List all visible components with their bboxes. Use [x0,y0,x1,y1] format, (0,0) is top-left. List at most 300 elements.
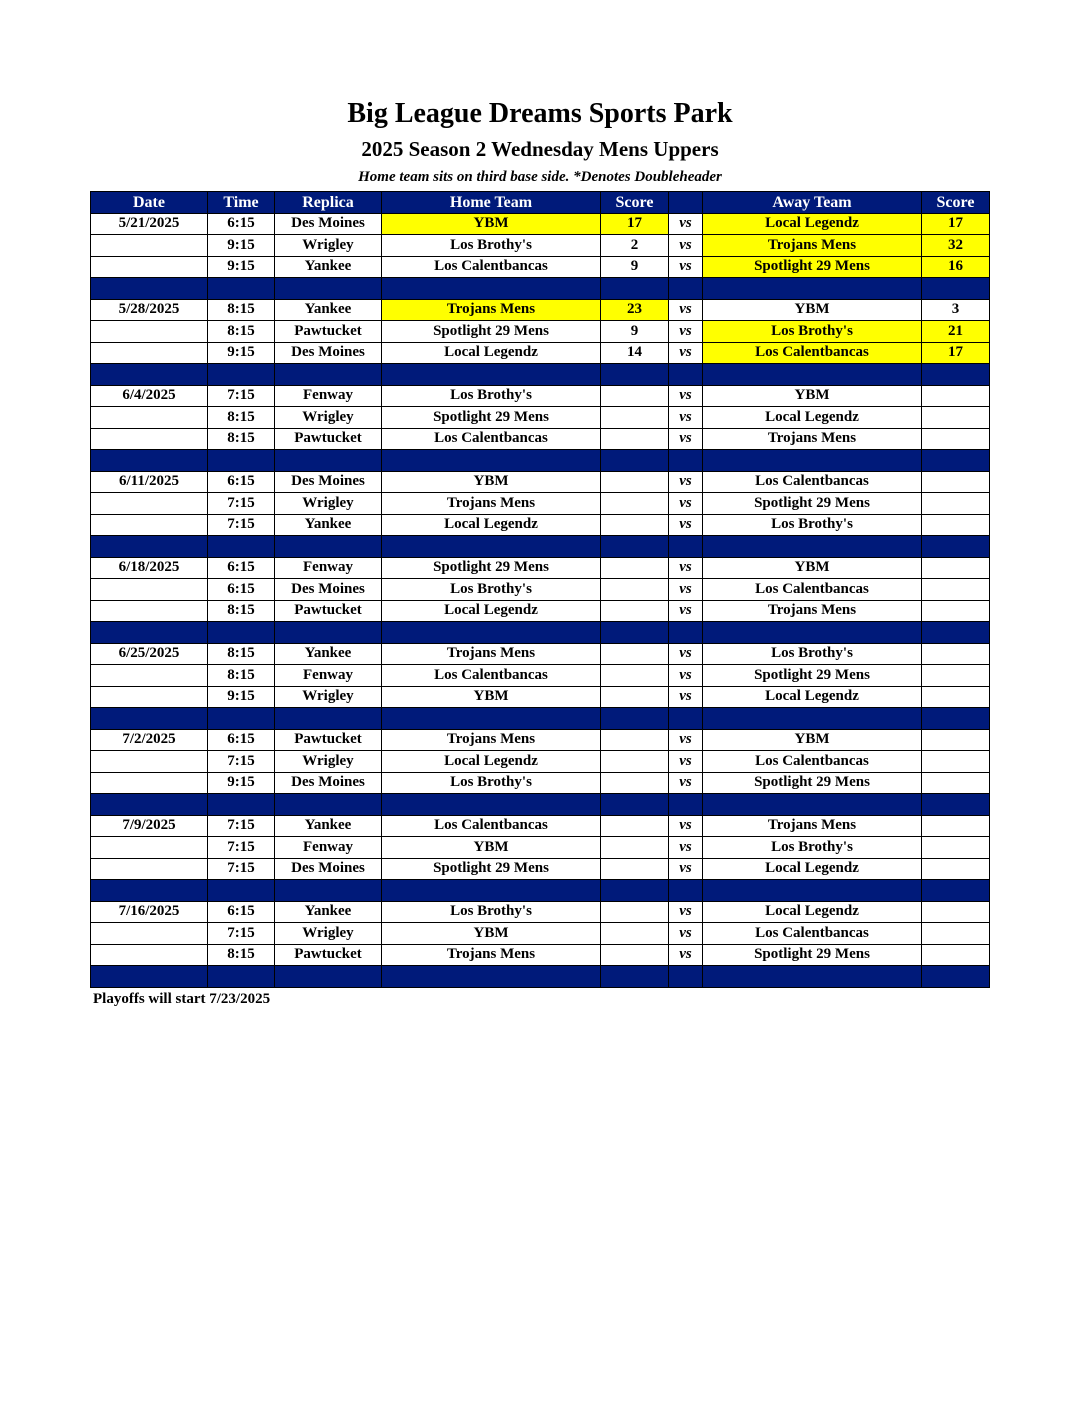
away-score [922,643,990,665]
home-team: Los Calentbancas [382,665,601,687]
away-team: Local Legendz [703,213,922,235]
separator-cell [382,450,601,472]
separator-cell [703,278,922,300]
home-score: 9 [601,256,669,278]
separator-cell [275,708,382,730]
game-time: 6:15 [208,471,275,493]
separator-cell [91,966,208,988]
vs-label: vs [669,213,703,235]
separator-cell [382,966,601,988]
vs-label: vs [669,235,703,257]
separator-cell [703,364,922,386]
vs-label: vs [669,557,703,579]
game-time: 7:15 [208,385,275,407]
home-score [601,385,669,407]
home-score [601,407,669,429]
separator-cell [208,622,275,644]
home-team: Local Legendz [382,600,601,622]
game-replica: Des Moines [275,772,382,794]
separator-cell [91,880,208,902]
week-separator [91,622,990,644]
home-score [601,557,669,579]
vs-label: vs [669,686,703,708]
vs-label: vs [669,299,703,321]
separator-cell [208,880,275,902]
vs-label: vs [669,600,703,622]
game-date [91,837,208,859]
away-team: Spotlight 29 Mens [703,256,922,278]
game-row [91,342,990,364]
game-date [91,751,208,773]
home-score [601,665,669,687]
game-replica: Fenway [275,837,382,859]
separator-cell [922,622,990,644]
separator-cell [601,278,669,300]
game-row [91,493,990,515]
separator-cell [703,966,922,988]
vs-label: vs [669,772,703,794]
game-row [91,729,990,751]
game-replica: Des Moines [275,579,382,601]
separator-cell [91,794,208,816]
game-date [91,923,208,945]
game-replica: Yankee [275,901,382,923]
game-replica: Yankee [275,514,382,536]
home-team: Spotlight 29 Mens [382,557,601,579]
game-date [91,858,208,880]
separator-cell [208,364,275,386]
separator-cell [275,278,382,300]
away-team: Trojans Mens [703,815,922,837]
away-score [922,944,990,966]
separator-cell [669,278,703,300]
away-score [922,471,990,493]
game-replica: Fenway [275,557,382,579]
away-team: YBM [703,729,922,751]
vs-label: vs [669,858,703,880]
game-replica: Pawtucket [275,428,382,450]
separator-cell [601,966,669,988]
game-date [91,493,208,515]
away-team: Local Legendz [703,901,922,923]
vs-label: vs [669,256,703,278]
home-score [601,772,669,794]
away-team: Los Calentbancas [703,579,922,601]
away-score: 32 [922,235,990,257]
separator-cell [275,364,382,386]
vs-label: vs [669,407,703,429]
schedule-body [91,213,990,987]
home-score: 14 [601,342,669,364]
home-team: Los Calentbancas [382,815,601,837]
game-time: 8:15 [208,428,275,450]
game-row [91,837,990,859]
vs-label: vs [669,428,703,450]
vs-label: vs [669,944,703,966]
separator-cell [382,794,601,816]
separator-cell [922,450,990,472]
home-team: Local Legendz [382,342,601,364]
game-row [91,665,990,687]
vs-label: vs [669,579,703,601]
home-score [601,858,669,880]
game-row [91,256,990,278]
home-team: Spotlight 29 Mens [382,407,601,429]
game-replica: Des Moines [275,342,382,364]
game-date [91,428,208,450]
game-replica: Yankee [275,815,382,837]
away-score [922,600,990,622]
game-replica: Yankee [275,643,382,665]
game-row [91,299,990,321]
away-team: Spotlight 29 Mens [703,665,922,687]
separator-cell [922,278,990,300]
game-time: 7:15 [208,514,275,536]
game-time: 9:15 [208,235,275,257]
game-date [91,407,208,429]
away-team: YBM [703,385,922,407]
home-score [601,751,669,773]
page-subtitle: 2025 Season 2 Wednesday Mens Uppers [361,137,719,161]
game-replica: Pawtucket [275,321,382,343]
game-row [91,643,990,665]
separator-cell [275,794,382,816]
col-header-time: Time [208,192,275,214]
away-score: 16 [922,256,990,278]
game-row [91,557,990,579]
game-date [91,342,208,364]
home-score [601,944,669,966]
home-score [601,815,669,837]
home-team: Trojans Mens [382,944,601,966]
game-date [91,772,208,794]
home-score [601,729,669,751]
home-team: Local Legendz [382,514,601,536]
week-separator [91,278,990,300]
separator-cell [703,622,922,644]
separator-cell [91,708,208,730]
away-score [922,665,990,687]
home-team: YBM [382,213,601,235]
game-time: 8:15 [208,665,275,687]
home-team: Trojans Mens [382,493,601,515]
header-row [91,192,990,214]
game-replica: Yankee [275,256,382,278]
vs-label: vs [669,471,703,493]
game-date [91,944,208,966]
vs-label: vs [669,923,703,945]
game-date: 6/4/2025 [91,385,208,407]
game-time: 6:15 [208,557,275,579]
home-score [601,471,669,493]
home-score [601,514,669,536]
separator-cell [601,708,669,730]
schedule-table [90,191,990,988]
separator-cell [275,880,382,902]
separator-cell [669,450,703,472]
separator-cell [703,880,922,902]
away-score [922,407,990,429]
vs-label: vs [669,901,703,923]
game-row [91,514,990,536]
vs-label: vs [669,493,703,515]
game-replica: Des Moines [275,213,382,235]
home-team: Trojans Mens [382,729,601,751]
away-score [922,858,990,880]
away-score [922,837,990,859]
schedule-note: Home team sits on third base side. *Denotes Doubleheader [358,169,722,185]
week-separator [91,708,990,730]
game-replica: Pawtucket [275,944,382,966]
away-team: Los Brothy's [703,643,922,665]
separator-cell [382,278,601,300]
game-replica: Fenway [275,665,382,687]
game-replica: Wrigley [275,686,382,708]
away-score [922,686,990,708]
game-row [91,772,990,794]
away-score: 21 [922,321,990,343]
game-time: 7:15 [208,858,275,880]
separator-cell [703,708,922,730]
home-score [601,600,669,622]
home-team: Trojans Mens [382,299,601,321]
week-separator [91,794,990,816]
away-team: YBM [703,299,922,321]
separator-cell [601,450,669,472]
vs-label: vs [669,321,703,343]
away-team: Los Brothy's [703,321,922,343]
separator-cell [922,536,990,558]
separator-cell [91,450,208,472]
game-date: 7/9/2025 [91,815,208,837]
home-score [601,579,669,601]
away-team: Los Brothy's [703,837,922,859]
game-date: 6/18/2025 [91,557,208,579]
col-header-home-team: Home Team [382,192,601,214]
away-team: Local Legendz [703,407,922,429]
game-row [91,600,990,622]
col-header-replica: Replica [275,192,382,214]
game-time: 8:15 [208,299,275,321]
game-time: 7:15 [208,923,275,945]
col-header-home-score: Score [601,192,669,214]
away-team: Los Brothy's [703,514,922,536]
game-time: 8:15 [208,321,275,343]
game-replica: Des Moines [275,858,382,880]
game-date [91,579,208,601]
separator-cell [601,364,669,386]
separator-cell [208,278,275,300]
game-time: 8:15 [208,407,275,429]
away-team: Los Calentbancas [703,342,922,364]
home-team: Los Brothy's [382,772,601,794]
separator-cell [275,966,382,988]
game-time: 9:15 [208,256,275,278]
game-time: 9:15 [208,342,275,364]
home-team: Los Brothy's [382,901,601,923]
home-team: Spotlight 29 Mens [382,858,601,880]
vs-label: vs [669,514,703,536]
home-score: 9 [601,321,669,343]
vs-label: vs [669,837,703,859]
col-header-away-team: Away Team [703,192,922,214]
page-title: Big League Dreams Sports Park [347,98,733,129]
separator-cell [275,536,382,558]
game-row [91,407,990,429]
game-row [91,471,990,493]
home-score [601,493,669,515]
game-row [91,686,990,708]
game-time: 6:15 [208,729,275,751]
away-team: Spotlight 29 Mens [703,772,922,794]
away-team: Trojans Mens [703,600,922,622]
game-date [91,514,208,536]
home-team: Local Legendz [382,751,601,773]
away-score: 3 [922,299,990,321]
home-score: 17 [601,213,669,235]
separator-cell [703,794,922,816]
week-separator [91,966,990,988]
home-team: Los Brothy's [382,579,601,601]
game-replica: Wrigley [275,493,382,515]
home-team: Los Brothy's [382,385,601,407]
separator-cell [703,536,922,558]
away-team: Los Calentbancas [703,471,922,493]
away-team: YBM [703,557,922,579]
home-team: Trojans Mens [382,643,601,665]
game-time: 8:15 [208,944,275,966]
game-date [91,256,208,278]
separator-cell [91,622,208,644]
separator-cell [669,880,703,902]
game-row [91,321,990,343]
separator-cell [601,622,669,644]
home-score [601,923,669,945]
vs-label: vs [669,342,703,364]
separator-cell [669,364,703,386]
game-date: 7/16/2025 [91,901,208,923]
game-replica: Wrigley [275,923,382,945]
game-date [91,235,208,257]
vs-label: vs [669,385,703,407]
home-score [601,428,669,450]
home-team: Los Calentbancas [382,428,601,450]
game-date: 5/28/2025 [91,299,208,321]
away-score [922,772,990,794]
away-score: 17 [922,213,990,235]
separator-cell [922,966,990,988]
separator-cell [382,880,601,902]
playoffs-note: Playoffs will start 7/23/2025 [93,991,271,1007]
home-team: YBM [382,837,601,859]
game-replica: Pawtucket [275,729,382,751]
away-score [922,385,990,407]
game-row [91,815,990,837]
game-row [91,385,990,407]
game-row [91,579,990,601]
game-replica: Yankee [275,299,382,321]
game-time: 7:15 [208,815,275,837]
game-date [91,686,208,708]
vs-label: vs [669,643,703,665]
vs-label: vs [669,665,703,687]
away-score [922,557,990,579]
game-time: 6:15 [208,213,275,235]
col-header-date: Date [91,192,208,214]
game-time: 7:15 [208,837,275,859]
separator-cell [208,450,275,472]
separator-cell [91,278,208,300]
separator-cell [208,966,275,988]
separator-cell [922,364,990,386]
game-time: 8:15 [208,643,275,665]
away-team: Trojans Mens [703,428,922,450]
separator-cell [669,622,703,644]
game-replica: Fenway [275,385,382,407]
separator-cell [601,794,669,816]
vs-label: vs [669,815,703,837]
game-replica: Des Moines [275,471,382,493]
game-date [91,665,208,687]
away-score [922,751,990,773]
week-separator [91,364,990,386]
week-separator [91,536,990,558]
away-score [922,923,990,945]
game-time: 7:15 [208,493,275,515]
game-replica: Pawtucket [275,600,382,622]
game-row [91,428,990,450]
home-score: 2 [601,235,669,257]
separator-cell [382,622,601,644]
away-team: Spotlight 29 Mens [703,944,922,966]
home-score [601,643,669,665]
col-header-away-score: Score [922,192,990,214]
separator-cell [922,708,990,730]
game-date [91,321,208,343]
separator-cell [208,708,275,730]
separator-cell [208,536,275,558]
separator-cell [669,536,703,558]
game-replica: Wrigley [275,235,382,257]
separator-cell [601,536,669,558]
separator-cell [669,708,703,730]
home-team: YBM [382,923,601,945]
game-date: 6/25/2025 [91,643,208,665]
home-team: Los Brothy's [382,235,601,257]
game-row [91,901,990,923]
home-score [601,686,669,708]
home-score [601,901,669,923]
game-time: 9:15 [208,772,275,794]
separator-cell [382,708,601,730]
separator-cell [382,536,601,558]
game-row [91,923,990,945]
away-score [922,815,990,837]
away-score: 17 [922,342,990,364]
game-row [91,235,990,257]
game-replica: Wrigley [275,407,382,429]
away-score [922,579,990,601]
away-score [922,729,990,751]
separator-cell [275,450,382,472]
home-team: Spotlight 29 Mens [382,321,601,343]
away-score [922,428,990,450]
away-team: Local Legendz [703,686,922,708]
week-separator [91,450,990,472]
separator-cell [601,880,669,902]
game-time: 6:15 [208,579,275,601]
separator-cell [922,794,990,816]
